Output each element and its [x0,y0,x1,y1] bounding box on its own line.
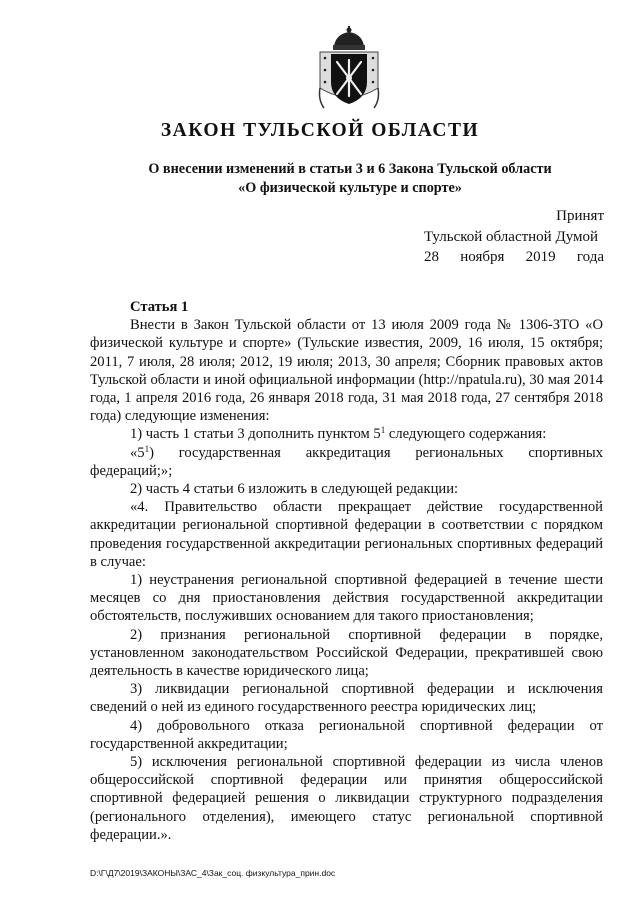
paragraph-item-1-tail: следующего содержания: [385,426,547,443]
adoption-label: Принят [556,208,604,224]
paragraph-case-3: 3) ликвидации региональной спортивной федерации и исключения сведений о ней из единого государственного реестра юридических лиц; [90,681,603,716]
paragraph-case-5: 5) исключения региональной спортивной федерации из числа членов общероссийской спортивной федерации или принятия общероссийской спортивной федерацией решения о ликвидации структурного подразделения (регионального отделения), имеющего статус региональной спортивной федерации.». [90,754,603,843]
quote-5-1-text: ) государственная аккредитация региональных спортивных федераций;»; [90,444,603,479]
adoption-block [424,206,604,268]
paragraph-intro: Внести в Закон Тульской области от 13 июля 2009 года № 1306-ЗТО «О физической культуре и спорте» (Тульские известия, 2009, 16 июля, 15 октября; 2011, 7 июля, 28 июля; 2012, 19 июля; 2013, 30 апреля; Сборник правовых актов Тульской области и иной официальной информации (http://npatula.ru), 30 мая 2014 года, 1 апреля 2016 года, 26 января 2018 года, 31 мая 2018 года, 27 сентября 2018 года) следующие изменения: [90,317,603,425]
tula-coat-of-arms-emblem [316,26,382,112]
superscript: 1 [380,425,386,436]
adoption-date [424,247,604,268]
article-title: Статья 1 [130,299,189,315]
paragraph-part-4: «4. Правительство области прекращает действие государственной аккредитации региональной спортивной федерации в соответствии с порядком проведения государственной аккредитации региональных спортивных федераций в случае: [90,499,603,570]
adoption-year-word: года [576,249,604,265]
adoption-month: ноября [460,249,505,265]
adoption-year: 2019 [525,249,556,265]
paragraph-item-2: 2) часть 4 статьи 6 изложить в следующей редакции: [130,481,459,498]
quote-5-1-start: «5 [130,444,145,461]
file-path-footer: D:\Г\Д7\2019\ЗАКОНЫ\ЗАС_4\Зак_соц. физкультура_прин.doc [90,868,336,878]
subtitle-line-1: О внесении изменений в статьи 3 и 6 Закона Тульской области [148,161,552,177]
law-subtitle [0,160,640,198]
paragraph-case-4: 4) добровольного отказа региональной спортивной федерации от государственной аккредитации; [90,717,603,752]
paragraph-item-1-text: 1) часть 1 статьи 3 дополнить пунктом 5 [130,426,381,443]
superscript: 1 [144,443,150,454]
paragraph-case-1: 1) неустранения региональной спортивной федерацией в течение шести месяцев со дня приостановления действия государственной аккредитации обстоятельств, послуживших основанием для такого приостановления; [90,572,603,625]
paragraph-item-1 [90,425,603,443]
law-title: ЗАКОН ТУЛЬСКОЙ ОБЛАСТИ [160,120,480,141]
article-body [90,298,603,844]
paragraph-quote-5-1 [90,444,603,480]
adoption-day: 28 [424,249,439,265]
adoption-body: Тульской областной Думой [424,228,599,245]
subtitle-line-2: «О физической культуре и спорте» [238,180,462,196]
paragraph-case-2: 2) признания региональной спортивной федерации в порядке, установленном законодательством Российской Федерации, прекратившей свою деятельность в качестве юридического лица; [90,626,603,680]
